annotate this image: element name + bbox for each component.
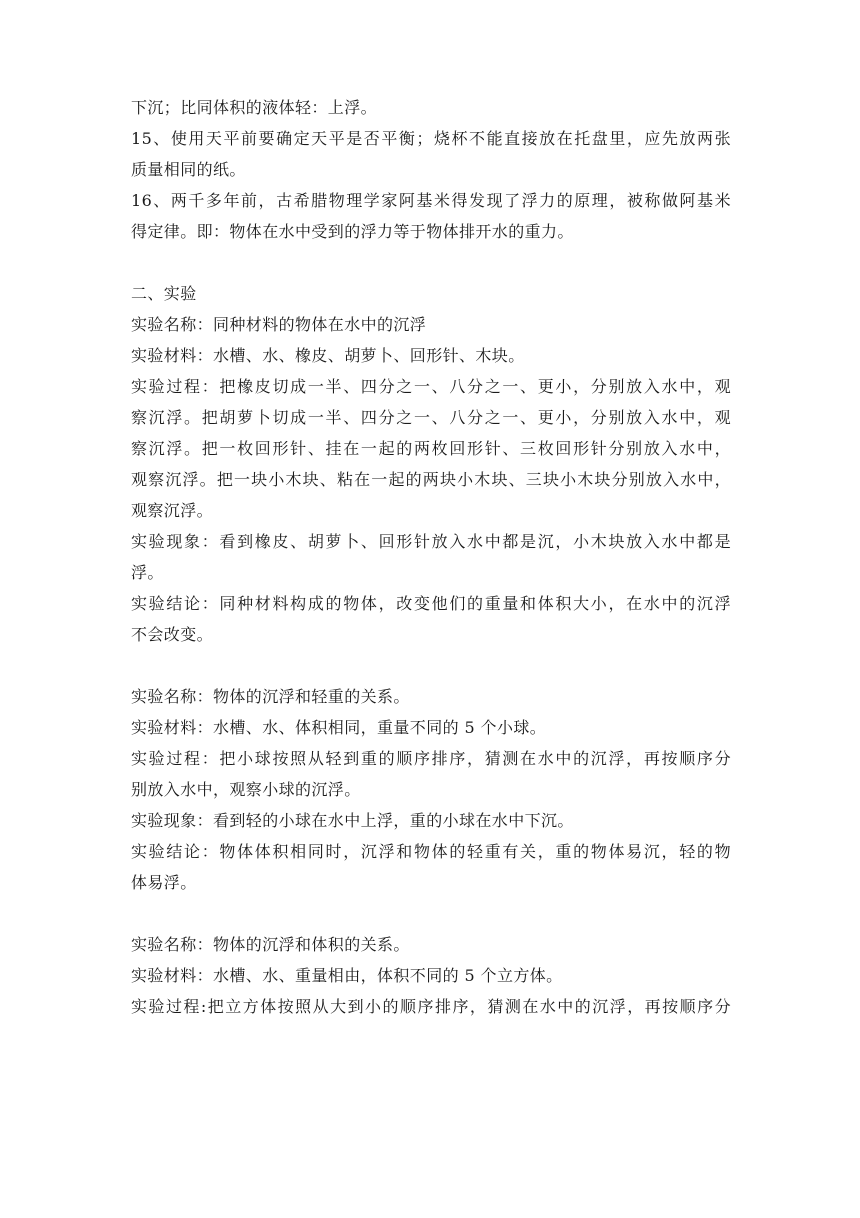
intro-line: 下沉；比同体积的液体轻：上浮。 xyxy=(131,98,378,117)
experiment1-line: 实验现象：看到橡皮、胡萝卜、回形针放入水中都是沉，小木块放入水中都是 xyxy=(131,532,731,551)
experiment1-line: 察沉浮。把一枚回形针、挂在一起的两枚回形针、三枚回形针分别放入水中， xyxy=(131,439,731,458)
section-title: 二、实验 xyxy=(131,284,197,303)
experiment1-line: 观察沉浮。 xyxy=(131,501,214,520)
paragraph-gap xyxy=(131,650,731,681)
experiment1-line: 不会改变。 xyxy=(131,625,214,644)
experiment2-line: 实验现象：看到轻的小球在水中上浮，重的小球在水中下沉。 xyxy=(131,811,574,830)
experiment1-line: 观察沉浮。把一块小木块、粘在一起的两块小木块、三块小木块分别放入水中， xyxy=(131,470,731,489)
paragraph-gap xyxy=(131,247,731,278)
experiment1-line: 察沉浮。把胡萝卜切成一半、四分之一、八分之一、更小，分别放入水中，观 xyxy=(131,408,731,427)
experiment3-line: 实验过程:把立方体按照从大到小的顺序排序，猜测在水中的沉浮，再按顺序分 xyxy=(131,997,731,1016)
intro-line: 16、两千多年前，古希腊物理学家阿基米得发现了浮力的原理，被称做阿基米 xyxy=(131,191,731,210)
experiment1-line: 实验材料：水槽、水、橡皮、胡萝卜、回形针、木块。 xyxy=(131,346,525,365)
experiment3-line: 实验材料：水槽、水、重量相由，体积不同的 5 个立方体。 xyxy=(131,966,563,985)
intro-line: 得定律。即：物体在水中受到的浮力等于物体排开水的重力。 xyxy=(131,222,574,241)
experiment2-line: 实验名称：物体的沉浮和轻重的关系。 xyxy=(131,687,410,706)
experiment2-line: 实验结论：物体体积相同时，沉浮和物体的轻重有关，重的物体易沉，轻的物 xyxy=(131,842,731,861)
experiment2-line: 实验过程：把小球按照从轻到重的顺序排序，猜测在水中的沉浮，再按顺序分 xyxy=(131,749,731,768)
document-page xyxy=(131,92,731,1022)
experiment1-line: 实验结论：同种材料构成的物体，改变他们的重量和体积大小，在水中的沉浮 xyxy=(131,594,731,613)
intro-line: 15、使用天平前要确定天平是否平衡；烧杯不能直接放在托盘里，应先放两张 xyxy=(131,129,731,148)
experiment2-line: 别放入水中，观察小球的沉浮。 xyxy=(131,780,361,799)
paragraph-gap xyxy=(131,898,731,929)
experiment2-line: 实验材料：水槽、水、体积相同，重量不同的 5 个小球。 xyxy=(131,718,547,737)
experiment3-line: 实验名称：物体的沉浮和体积的关系。 xyxy=(131,935,410,954)
experiment2-line: 体易浮。 xyxy=(131,873,197,892)
intro-line: 质量相同的纸。 xyxy=(131,160,246,179)
experiment1-line: 实验过程：把橡皮切成一半、四分之一、八分之一、更小，分别放入水中，观 xyxy=(131,377,731,396)
experiment1-line: 实验名称：同种材料的物体在水中的沉浮 xyxy=(131,315,427,334)
experiment1-line: 浮。 xyxy=(131,563,164,582)
